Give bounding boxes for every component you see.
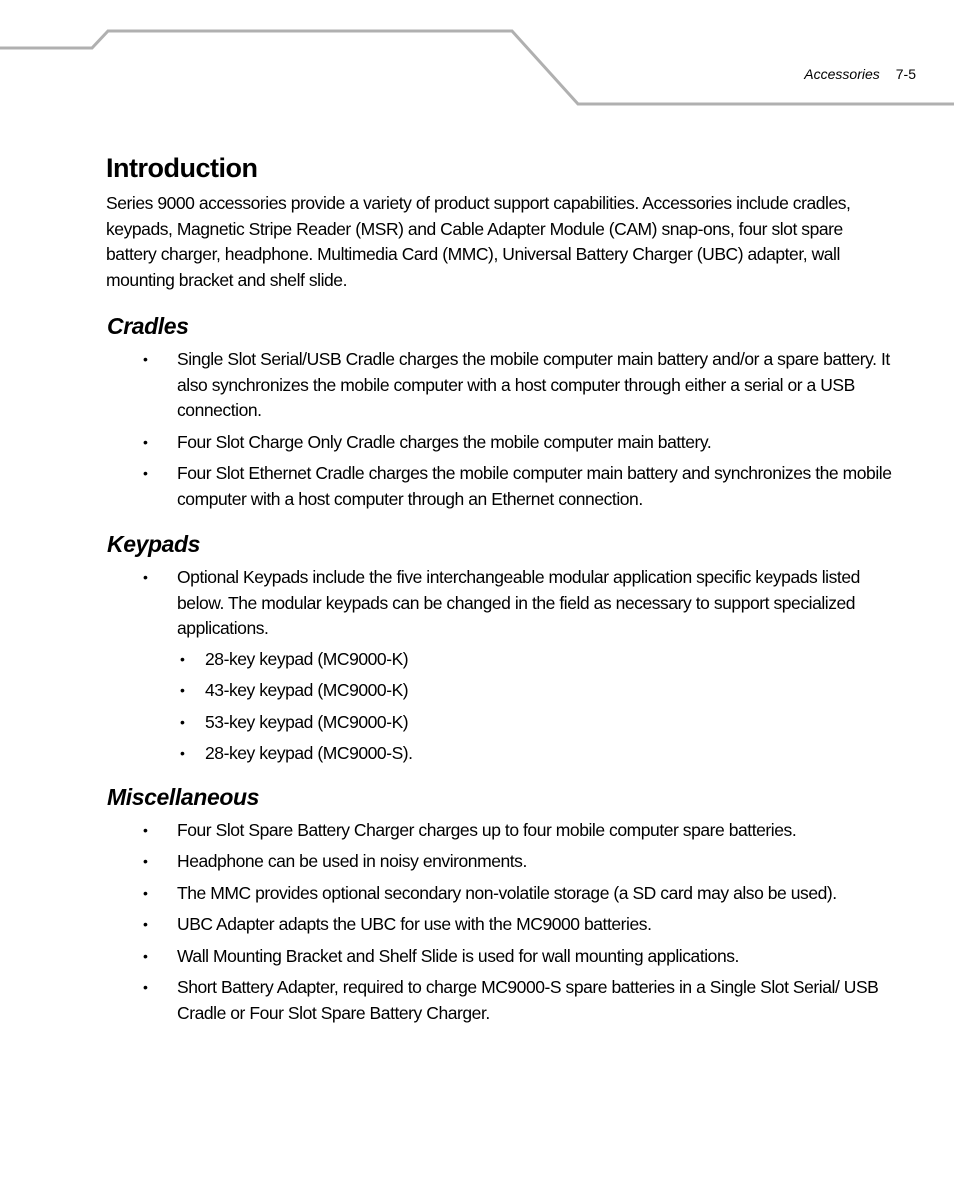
list-item — [177, 741, 896, 767]
miscellaneous-section — [106, 782, 896, 1027]
list-item — [106, 430, 896, 456]
list-item-text: 28-key keypad (MC9000-S). — [205, 743, 413, 763]
bullet-icon: • — [143, 884, 148, 901]
keypads-heading: Keypads — [107, 531, 201, 557]
list-item — [177, 710, 896, 736]
bullet-icon: • — [143, 351, 148, 367]
list-item-text: Short Battery Adapter, required to charge MC9000-S spare batteries in a Single Slot Serial/ USB Cradle or Four Slot Spare Battery Charger. — [177, 977, 879, 1023]
list-item — [177, 678, 896, 704]
page-header-frame — [0, 0, 954, 110]
list-item — [106, 975, 896, 1026]
bullet-icon: • — [180, 682, 185, 698]
list-item — [106, 565, 896, 767]
list-item-text: The MMC provides optional secondary non-volatile storage (a SD card may also be used). — [177, 882, 837, 903]
cradles-heading: Cradles — [107, 313, 189, 339]
bullet-icon: • — [180, 713, 185, 730]
bullet-icon: • — [143, 465, 148, 481]
list-item-text: Wall Mounting Bracket and Shelf Slide is used for wall mounting applications. — [177, 945, 739, 966]
list-item-text: 28-key keypad (MC9000-K) — [205, 648, 409, 669]
list-item — [106, 849, 896, 875]
list-item-text: Single Slot Serial/USB Cradle charges the mobile computer main battery and/or a spare battery. It also synchronizes the mobile computer with a host computer through either a serial or a USB connection. — [177, 349, 890, 420]
keypads-list — [106, 565, 896, 767]
list-item-text: Headphone can be used in noisy environments. — [177, 851, 527, 871]
list-item — [106, 881, 896, 907]
miscellaneous-heading: Miscellaneous — [107, 783, 260, 810]
cradles-list — [106, 347, 896, 512]
list-item — [106, 818, 896, 844]
header-page-number: 7-5 — [895, 66, 916, 82]
keypads-section — [106, 529, 896, 767]
bullet-icon: • — [143, 433, 148, 450]
keypads-sublist — [177, 647, 896, 767]
bullet-icon: • — [143, 947, 148, 964]
header-section-name: Accessories — [804, 66, 880, 82]
bullet-icon: • — [143, 916, 148, 932]
running-header — [804, 66, 916, 82]
list-item-text: UBC Adapter adapts the UBC for use with the MC9000 batteries. — [177, 914, 652, 934]
list-item-text: 53-key keypad (MC9000-K) — [205, 711, 409, 732]
list-item-text: Four Slot Ethernet Cradle charges the mobile computer main battery and synchronizes the mobile computer with a host computer through an Ethernet connection. — [177, 463, 892, 509]
bullet-icon: • — [180, 745, 185, 761]
cradles-section — [106, 311, 896, 512]
list-item-text: Four Slot Charge Only Cradle charges the mobile computer main battery. — [177, 431, 712, 452]
list-item — [177, 647, 896, 673]
page-content — [106, 150, 896, 1032]
intro-heading: Introduction — [106, 153, 258, 183]
miscellaneous-list — [106, 818, 896, 1027]
intro-paragraph: Series 9000 accessories provide a variety of product support capabilities. Accessories include cradles, keypads, Magnetic Stripe Reader (MSR) and Cable Adapter Module (CAM) snap-ons, four slot spare battery charger, headphone. Multimedia Card (MMC), Universal Battery Charger (UBC) adapter, wall mounting bracket and shelf slide. — [106, 193, 851, 290]
bullet-icon: • — [143, 979, 148, 995]
bullet-icon: • — [143, 569, 148, 585]
list-item — [106, 347, 896, 424]
bullet-icon: • — [143, 853, 148, 869]
list-item-text: Four Slot Spare Battery Charger charges up to four mobile computer spare batteries. — [177, 819, 797, 840]
bullet-icon: • — [180, 650, 185, 667]
list-item-text: 43-key keypad (MC9000-K) — [205, 680, 409, 700]
list-item — [106, 944, 896, 970]
bullet-icon: • — [143, 821, 148, 838]
list-item — [106, 461, 896, 512]
list-item-text: Optional Keypads include the five interchangeable modular application specific keypads listed below. The modular keypads can be changed in the field as necessary to support specialized applications. — [177, 567, 860, 638]
list-item — [106, 912, 896, 938]
